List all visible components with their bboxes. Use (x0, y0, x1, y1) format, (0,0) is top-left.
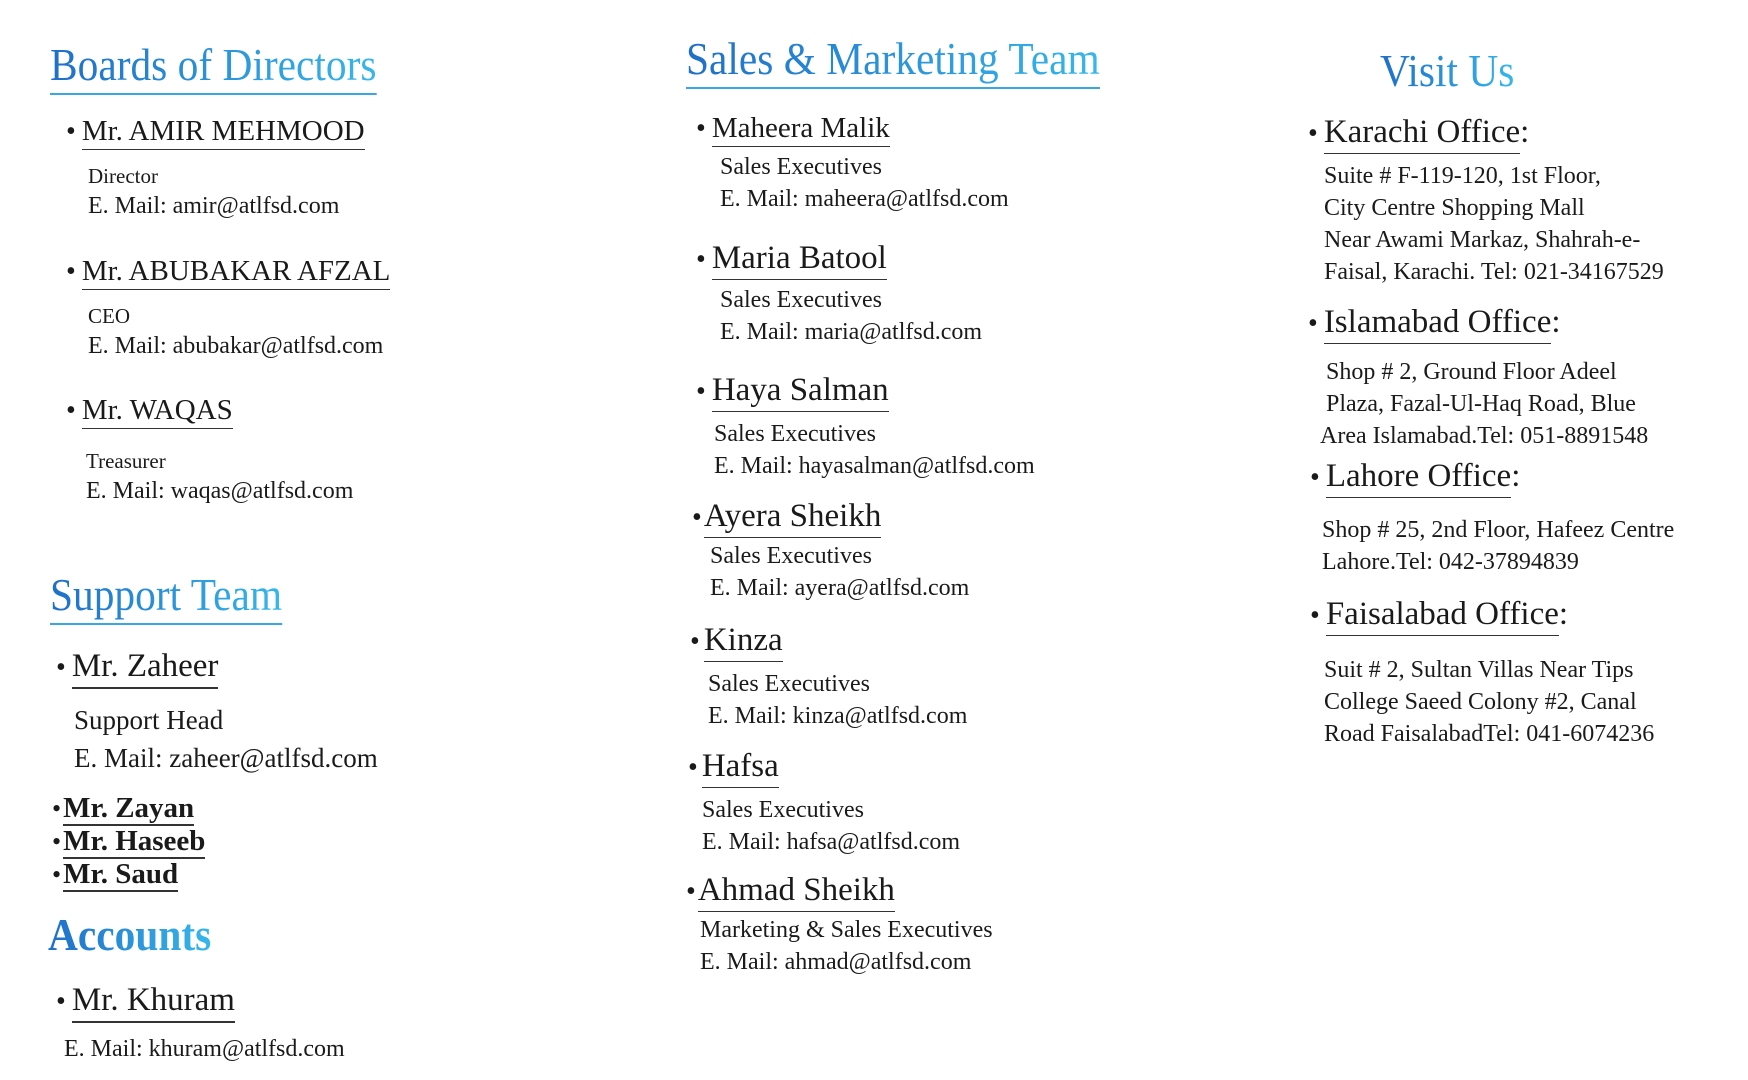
bullet-icon: • (690, 626, 700, 657)
support-lead-name: Mr. Zaheer (72, 648, 219, 689)
address-line: Near Awami Markaz, Shahrah-e- (1324, 226, 1641, 253)
director-name: Mr. ABUBAKAR AFZAL (82, 255, 391, 290)
support-member-name: Mr. Zayan (63, 792, 195, 824)
director-name: Mr. WAQAS (82, 394, 233, 429)
bullet-icon: • (696, 113, 706, 144)
office-colon: : (1558, 596, 1569, 632)
sales-email: E. Mail: hayasalman@atlfsd.com (714, 452, 1035, 479)
directors-heading: Boards of Directors (50, 40, 377, 95)
office-name: Faisalabad Office (1326, 596, 1559, 636)
director-role: Treasurer (86, 449, 166, 474)
sales-entry (686, 872, 993, 978)
sales-name: Kinza (704, 622, 783, 662)
sales-name: Maria Batool (712, 240, 887, 280)
sales-email: E. Mail: ahmad@atlfsd.com (700, 948, 972, 975)
office-entry (1310, 596, 1654, 750)
director-role: CEO (88, 304, 130, 329)
bullet-icon: • (52, 860, 62, 889)
address-line: College Saeed Colony #2, Canal (1324, 688, 1637, 715)
bullet-icon: • (696, 376, 706, 407)
director-entry (66, 394, 353, 507)
sales-name: Hafsa (702, 748, 779, 788)
office-entry (1308, 304, 1648, 452)
director-role: Director (88, 164, 158, 189)
sales-role: Sales Executives (720, 286, 882, 313)
support-lead-entry (56, 648, 378, 777)
address-line: City Centre Shopping Mall (1324, 194, 1585, 221)
bullet-icon: • (696, 244, 706, 275)
accounts-entry (56, 982, 345, 1065)
address-line: Plaza, Fazal-Ul-Haq Road, Blue (1326, 390, 1636, 417)
support-member (52, 860, 178, 892)
office-address (1320, 356, 1649, 452)
director-name: Mr. AMIR MEHMOOD (82, 115, 365, 150)
sales-role: Sales Executives (702, 796, 864, 823)
address-line: Area Islamabad.Tel: 051-8891548 (1320, 422, 1649, 449)
office-address (1324, 160, 1664, 288)
address-line: Road FaisalabadTel: 041-6074236 (1324, 720, 1655, 747)
office-address (1322, 514, 1674, 578)
bullet-icon: • (686, 876, 696, 907)
bullet-icon: • (66, 256, 76, 287)
sales-entry (692, 498, 969, 604)
director-email: E. Mail: amir@atlfsd.com (88, 193, 340, 220)
office-entry (1308, 114, 1664, 288)
sales-entry (688, 748, 960, 858)
office-name: Islamabad Office (1324, 304, 1552, 344)
director-email: E. Mail: abubakar@atlfsd.com (88, 333, 384, 360)
sales-email: E. Mail: maheera@atlfsd.com (720, 186, 1009, 213)
bullet-icon: • (66, 395, 76, 426)
bullet-icon: • (1308, 118, 1318, 149)
sales-email: E. Mail: kinza@atlfsd.com (708, 702, 968, 729)
accounts-heading: Accounts (48, 910, 211, 963)
office-colon: : (1511, 458, 1521, 494)
sales-name: Ayera Sheikh (704, 498, 882, 538)
address-line: Suite # F-119-120, 1st Floor, (1324, 162, 1601, 189)
accounts-name: Mr. Khuram (72, 982, 235, 1023)
office-entry (1310, 458, 1674, 578)
sales-name: Maheera Malik (712, 112, 890, 147)
sales-entry (696, 240, 982, 348)
sales-name: Ahmad Sheikh (698, 872, 895, 912)
support-member (52, 794, 194, 826)
bullet-icon: • (56, 652, 66, 683)
sales-email: E. Mail: ayera@atlfsd.com (710, 574, 970, 601)
office-name: Karachi Office (1324, 114, 1520, 154)
sales-email: E. Mail: hafsa@atlfsd.com (702, 828, 961, 855)
bullet-icon: • (1310, 600, 1320, 631)
address-line: Shop # 2, Ground Floor Adeel (1326, 358, 1617, 385)
sales-entry (696, 372, 1035, 482)
address-line: Faisal, Karachi. Tel: 021-34167529 (1324, 258, 1664, 285)
bullet-icon: • (56, 986, 66, 1017)
office-address (1324, 654, 1654, 750)
sales-role: Sales Executives (720, 154, 882, 181)
accounts-email: E. Mail: khuram@atlfsd.com (64, 1035, 345, 1062)
director-entry (66, 115, 365, 222)
office-colon: : (1520, 114, 1530, 150)
support-member (52, 827, 205, 859)
office-name: Lahore Office (1326, 458, 1511, 498)
support-heading: Support Team (50, 570, 282, 625)
sales-heading: Sales & Marketing Team (686, 34, 1100, 89)
sales-email: E. Mail: maria@atlfsd.com (720, 318, 983, 345)
sales-role: Marketing & Sales Executives (700, 916, 993, 943)
support-lead-role: Support Head (74, 704, 224, 735)
bullet-icon: • (1308, 308, 1318, 339)
sales-name: Haya Salman (712, 372, 889, 412)
bullet-icon: • (692, 502, 702, 533)
sales-entry (690, 622, 967, 732)
office-colon: : (1551, 304, 1561, 340)
support-member-name: Mr. Saud (63, 858, 179, 890)
bullet-icon: • (66, 116, 76, 147)
address-line: Lahore.Tel: 042-37894839 (1322, 548, 1579, 575)
address-line: Suit # 2, Sultan Villas Near Tips (1324, 656, 1634, 683)
director-entry (66, 255, 390, 362)
sales-role: Sales Executives (708, 670, 870, 697)
sales-role: Sales Executives (710, 542, 872, 569)
bullet-icon: • (688, 752, 698, 783)
director-email: E. Mail: waqas@atlfsd.com (86, 478, 354, 505)
bullet-icon: • (52, 794, 62, 823)
bullet-icon: • (52, 827, 62, 856)
support-member-name: Mr. Haseeb (63, 825, 206, 857)
sales-entry (696, 112, 1009, 215)
bullet-icon: • (1310, 462, 1320, 493)
visit-heading: Visit Us (1380, 46, 1514, 99)
address-line: Shop # 25, 2nd Floor, Hafeez Centre (1322, 516, 1675, 543)
sales-role: Sales Executives (714, 420, 876, 447)
support-lead-email: E. Mail: zaheer@atlfsd.com (74, 742, 378, 773)
